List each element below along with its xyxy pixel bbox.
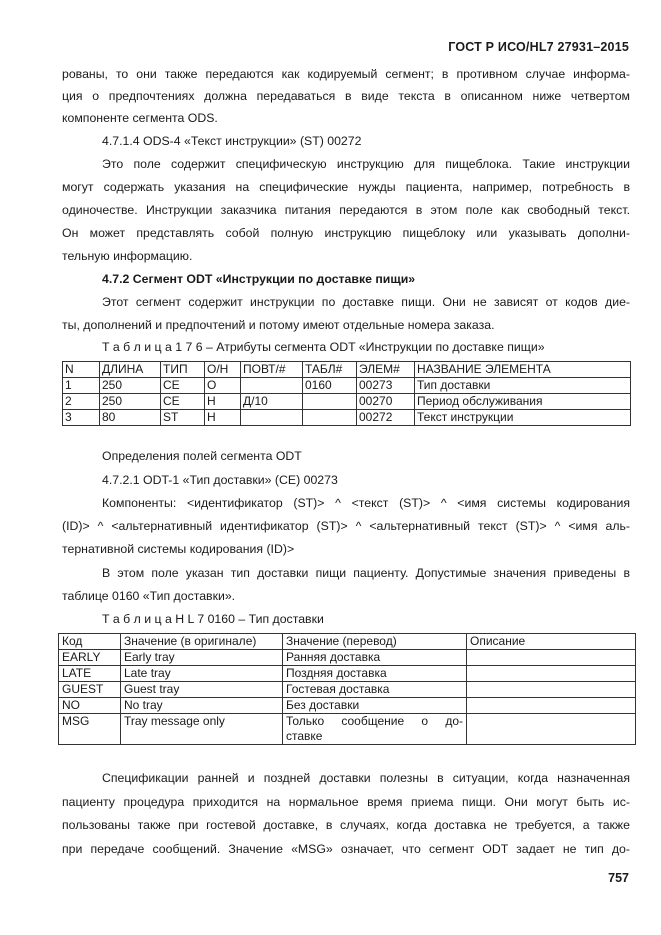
table-cell: 00273	[357, 378, 415, 394]
text-line: Это поле содержит специфическую инструкцию для пищеблока. Такие инструкции	[102, 157, 630, 171]
table-cell: LATE	[59, 666, 121, 682]
table-cell: 250	[100, 378, 161, 394]
table-caption	[102, 336, 630, 359]
table-row	[63, 378, 631, 394]
table-caption	[102, 608, 630, 631]
table-header-cell: О/Н	[205, 362, 241, 378]
table-cell	[241, 378, 303, 394]
section-heading: 4.7.2 Сегмент ODT «Инструкции по доставке пищи»	[102, 272, 416, 286]
table-row	[59, 650, 636, 666]
table-caption-text: – Атрибуты сегмента ODT «Инструкции по доставке пищи»	[202, 340, 545, 354]
text-line: тельную информацию.	[62, 249, 193, 263]
text-line: Компоненты: <идентификатор (ST)> ^ <текст (ST)> ^ <имя системы кодирования	[102, 496, 630, 510]
table-cell	[467, 682, 636, 698]
table-cell: MSG	[59, 714, 121, 745]
table-header-row	[59, 634, 636, 650]
table-cell: No tray	[121, 698, 283, 714]
text-line: Он может представлять собой полную инструкцию пищеблоку или указывать дополни-	[62, 226, 630, 240]
table-row	[59, 698, 636, 714]
table-caption-label: Т а б л и ц а H L 7 0160	[102, 612, 235, 626]
table-cell	[467, 666, 636, 682]
text-line: ция о предпочтениях должна передаваться в виде текста в описанном ниже четвертом	[62, 89, 630, 103]
text-line: Спецификации ранней и поздней доставки полезны в ситуации, когда назначенная	[102, 771, 630, 785]
section-heading: 4.7.1.4 ODS-4 «Текст инструкции» (ST) 00272	[102, 134, 362, 148]
table-cell: Н	[205, 410, 241, 426]
table-row	[63, 410, 631, 426]
table-cell: Ранняя доставка	[283, 650, 467, 666]
text-line: В этом поле указан тип доставки пищи пациенту. Допустимые значения приведены в	[102, 566, 630, 580]
table-header-cell: Значение (в оригинале)	[121, 634, 283, 650]
table-cell	[467, 650, 636, 666]
table-header-cell: ЭЛЕМ#	[357, 362, 415, 378]
table-cell	[467, 698, 636, 714]
table-cell	[241, 410, 303, 426]
attributes-table	[62, 361, 631, 426]
table-row	[63, 394, 631, 410]
table-cell-line: Только сообщение о до-	[286, 714, 463, 728]
table-header-cell: N	[63, 362, 100, 378]
table-cell: Tray message only	[121, 714, 283, 745]
table-header-cell: ДЛИНА	[100, 362, 161, 378]
table-cell: NO	[59, 698, 121, 714]
text-line: Этот сегмент содержит инструкции по доставке пищи. Они не зависят от кодов дие-	[102, 295, 630, 309]
table-header-cell: ТАБЛ#	[303, 362, 357, 378]
table-caption-label: Т а б л и ц а 1 7 6	[102, 340, 203, 354]
table-header-row	[63, 362, 631, 378]
table-header-cell: Значение (перевод)	[283, 634, 467, 650]
text-line: пользованы также при гостевой доставке, в случаях, когда доставка не требуется, а также	[62, 818, 630, 832]
table-cell: Early tray	[121, 650, 283, 666]
text-line: при передаче сообщений. Значение «MSG» означает, что сегмент ODT задает не тип до-	[62, 842, 630, 856]
text-line: могут содержать указания на специфические нужды пациента, например, потребность в	[62, 180, 630, 194]
table-cell: 00270	[357, 394, 415, 410]
table-cell: CE	[161, 394, 205, 410]
table-cell: Н	[205, 394, 241, 410]
page-number: 757	[608, 871, 629, 885]
text-line: одиночестве. Инструкции заказчика питания передаются в этом поле как свободный текст.	[62, 203, 630, 217]
table-cell: 80	[100, 410, 161, 426]
table-row	[59, 666, 636, 682]
text-line: (ID)> ^ <альтернативный идентификатор (ST)> ^ <альтернативный текст (ST)> ^ <имя аль-	[62, 519, 630, 533]
table-cell: 0160	[303, 378, 357, 394]
table-cell: 1	[63, 378, 100, 394]
section-heading: 4.7.2.1 ODT-1 «Тип доставки» (CE) 00273	[102, 473, 338, 487]
table-cell: Период обслуживания	[415, 394, 631, 410]
table-cell	[303, 394, 357, 410]
table-cell: ST	[161, 410, 205, 426]
table-cell: 2	[63, 394, 100, 410]
text-line: тернативной системы кодирования (ID)>	[62, 542, 295, 556]
table-cell: 00272	[357, 410, 415, 426]
table-cell	[283, 714, 467, 745]
table-caption-text: – Тип доставки	[234, 612, 324, 626]
table-header-cell: Описание	[467, 634, 636, 650]
table-cell: О	[205, 378, 241, 394]
text-line: компоненте сегмента ODS.	[62, 111, 218, 125]
table-cell: 250	[100, 394, 161, 410]
table-cell: Д/10	[241, 394, 303, 410]
table-header-cell: Код	[59, 634, 121, 650]
text-line: таблице 0160 «Тип доставки».	[62, 589, 236, 603]
table-cell: Late tray	[121, 666, 283, 682]
table-cell: Гостевая доставка	[283, 682, 467, 698]
standard-header: ГОСТ Р ИСО/HL7 27931–2015	[448, 40, 629, 54]
table-cell: CE	[161, 378, 205, 394]
text-line: рованы, то они также передаются как кодируемый сегмент; в противном случае информа-	[62, 67, 630, 81]
table-cell: Тип доставки	[415, 378, 631, 394]
table-cell	[303, 410, 357, 426]
table-cell: EARLY	[59, 650, 121, 666]
table-header-cell: ТИП	[161, 362, 205, 378]
text-line: ты, дополнений и предпочтений и потому имеют отдельные номера заказа.	[62, 318, 495, 332]
table-cell: Поздняя доставка	[283, 666, 467, 682]
table-header-cell: НАЗВАНИЕ ЭЛЕМЕНТА	[415, 362, 631, 378]
text-line: пациенту процедура приходится на нормальное время приема пищи. Они могут быть ис-	[62, 795, 630, 809]
definitions-title: Определения полей сегмента ODT	[102, 449, 302, 463]
table-cell: Текст инструкции	[415, 410, 631, 426]
table-row	[59, 714, 636, 745]
table-cell: 3	[63, 410, 100, 426]
table-cell: GUEST	[59, 682, 121, 698]
table-cell	[467, 714, 636, 745]
table-cell: Без доставки	[283, 698, 467, 714]
table-header-cell: ПОВТ/#	[241, 362, 303, 378]
table-cell: Guest tray	[121, 682, 283, 698]
delivery-type-table	[58, 633, 636, 745]
table-cell-line: ставке	[286, 729, 323, 743]
table-row	[59, 682, 636, 698]
